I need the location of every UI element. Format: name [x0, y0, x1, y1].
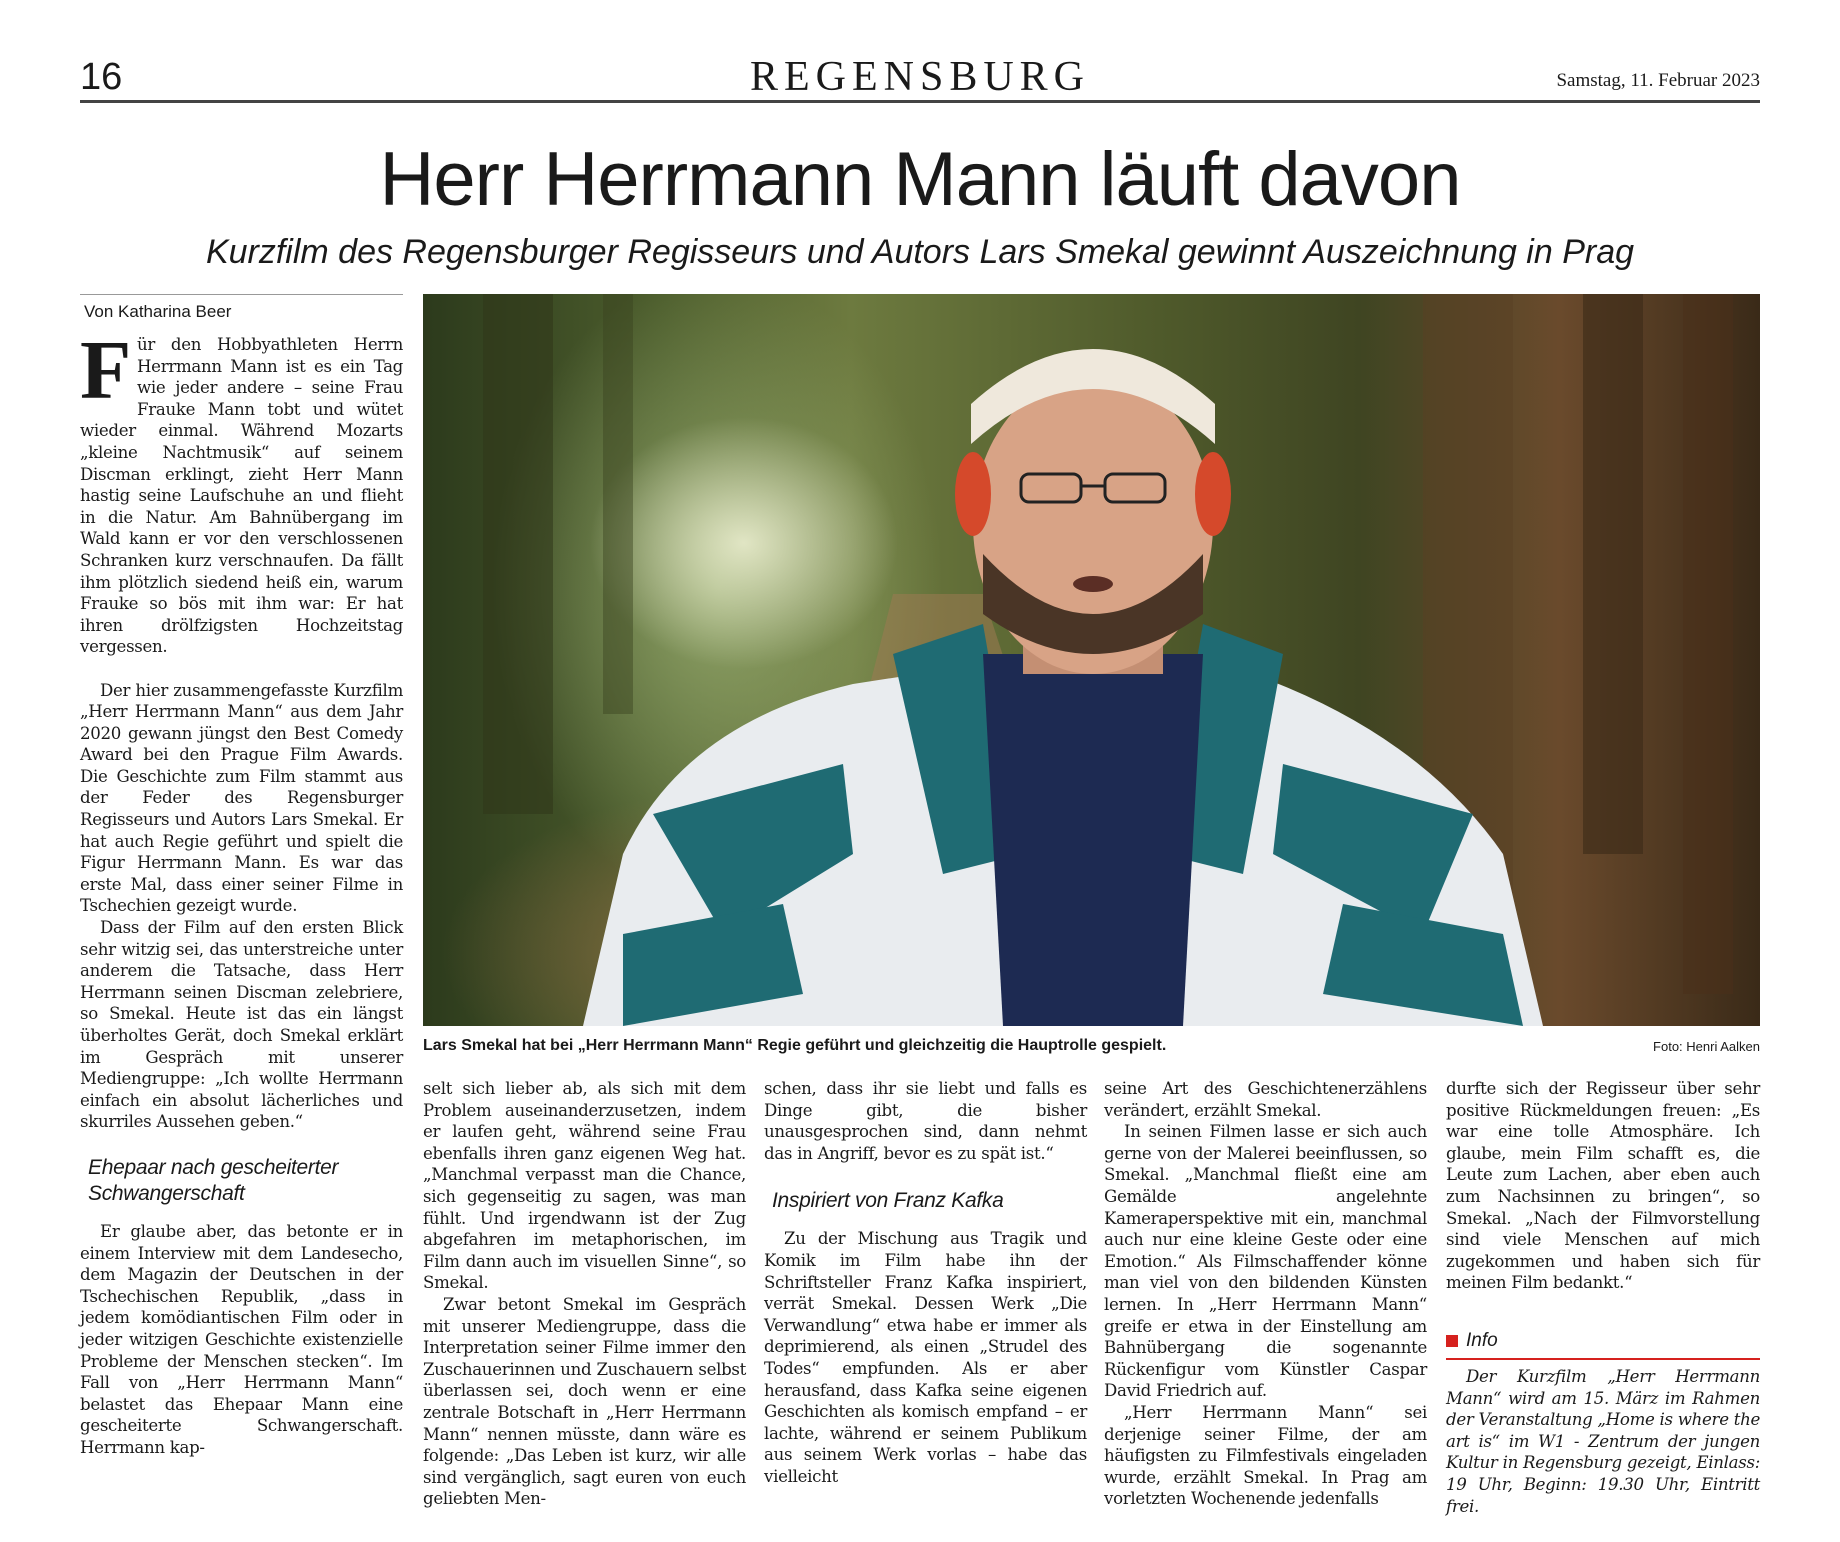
paragraph-7: In seinen Filmen lasse er sich auch gerne von der Malerei beeinflussen, so Smekal. „Manchmal fließt eine am Gemälde angelehnte Kameraperspektive mit ein, manchmal auch nur eine kleine Geste oder eine Emotion.“ Als Filmschaffender könne man viel von den bildenden Künsten lernen. In „Herr Herrmann Mann“ greife er etwa in der Einstellung am Bahnübergang die sogenannte Rückenfigur vom Künstler Caspar David Friedrich auf.: [1104, 1122, 1427, 1401]
dropcap: F: [80, 324, 132, 417]
byline: Von Katharina Beer: [84, 302, 232, 321]
lead-paragraph: [80, 324, 403, 658]
subhead-kafka: Inspiriert von Franz Kafka: [772, 1189, 1004, 1213]
headline: Herr Herrmann Mann läuft davon: [379, 137, 1461, 222]
section-name: REGENSBURG: [749, 54, 1091, 100]
issue-date: Samstag, 11. Februar 2023: [1556, 70, 1760, 91]
page-number: 16: [80, 56, 123, 98]
paragraph-6-part-2: seine Art des Geschichtenerzählens verändert, erzählt Smekal.: [1104, 1079, 1427, 1120]
lead-paragraph-text: ür den Hobbyathleten Herrn Herrmann Mann ist es ein Tag wie jeder andere – seine Frau Frauke Mann tobt und wütet wieder einmal. Während Mozarts „kleine Nachtmusik“ auf seinem Discman erklingt, zieht Herr Mann hastig seine Laufschuhe an und flieht in die Natur. Am Bahnübergang im Wald kann er vor den verschlossenen Schranken kurz verschnaufen. Da fällt ihm plötzlich siedend heiß ein, warum Frauke so bös mit ihm war: Er hat ihren drölfzigsten Hochzeitstag vergessen.: [80, 335, 403, 657]
subheadline: Kurzfilm des Regensburger Regisseurs und Autors Lars Smekal gewinnt Auszeichnung in Prag: [205, 233, 1635, 271]
paragraph-3: Dass der Film auf den ersten Blick sehr witzig sei, das unterstreiche unter anderem die Tatsache, dass Herr Herrmann seinen Discman zelebriere, so Smekal. Heute ist das ein längst überholtes Gerät, doch Smekal erklärt im Gespräch mit unserer Mediengruppe: „Ich wollte Herrmann einfach ein absolut lächerliches und skurriles Aussehen geben.“: [80, 918, 403, 1132]
subhead-ehepaar: Ehepaar nach gescheiterter Schwangerschaft: [88, 1155, 339, 1205]
paragraph-2: Der hier zusammengefasste Kurzfilm „Herr Herrmann Mann“ aus dem Jahr 2020 gewann jüngst den Best Comedy Award bei den Prague Film Awards. Die Geschichte zum Film stammt aus der Feder des Regensburger Regisseurs und Autors Lars Smekal. Er hat auch Regie geführt und spielt die Figur Herrmann Mann. Es war das erste Mal, dass einer seiner Filme in Tschechien gezeigt wurde.: [80, 680, 403, 916]
header-rule: [80, 100, 1760, 103]
paragraph-5-part-2: schen, dass ihr sie liebt und falls es Dinge gibt, die bisher unausgesprochen sind, dann nehmt das in Angriff, bevor es zu spät ist.“: [764, 1079, 1087, 1163]
article-column-4: [1104, 1078, 1427, 1510]
article-column-2: [423, 1078, 746, 1510]
info-square-icon: [1446, 1335, 1458, 1347]
paragraph-4-part-1: Er glaube aber, das betonte er in einem Interview mit dem Landesecho, dem Magazin der Deutschen in der Tschechischen Republik, „dass in jedem komödiantischen Film oder in jeder witzigen Geschichte existenzielle Probleme der Menschen stecken“. Im Fall von „Herr Herrmann Mann“ belastet das Ehepaar Mann eine gescheiterte Schwangerschaft. Herrmann kap-: [80, 1221, 403, 1457]
info-box-text: Der Kurzfilm „Herr Herrmann Mann“ wird am 15. März im Rahmen der Veranstaltung „Home is where the art is“ im W1 - Zentrum der jungen Kultur in Regensburg gezeigt, Einlass: 19 Uhr, Beginn: 19.30 Uhr, Eintritt frei.: [1446, 1367, 1760, 1516]
byline-rule: [80, 294, 403, 295]
article-column-5: [1446, 1078, 1760, 1294]
info-rule: [1446, 1358, 1760, 1360]
photo-caption: Lars Smekal hat bei „Herr Herrmann Mann“ Regie geführt und gleichzeitig die Hauptrolle gespielt.: [423, 1037, 1167, 1054]
article-column-1: [80, 324, 403, 1459]
paragraph-8-part-1: „Herr Herrmann Mann“ sei derjenige seiner Filme, der am häufigsten zu Filmfestivals eingeladen wurde, erzählt Smekal. In Prag am vorletzten Wochenende jedenfalls: [1104, 1402, 1427, 1509]
article-photo: [423, 294, 1760, 1026]
paragraph-5-part-1: Zwar betont Smekal im Gespräch mit unserer Mediengruppe, dass die Interpretation seiner Filme immer den Zuschauerinnen und Zuschauern selbst überlassen sei, doch wenn er eine zentrale Botschaft in „Herr Herrmann Mann“ nennen müsste, dann wäre es folgende: „Das Leben ist kurz, wir alle sind vergänglich, sagt euren von euch geliebten Men-: [423, 1294, 746, 1509]
paragraph-6-part-1: Zu der Mischung aus Tragik und Komik im Film habe ihn der Schriftsteller Franz Kafka inspiriert, verrät Smekal. Dessen Werk „Die Verwandlung“ etwa habe er immer als deprimierend, als einen „Strudel des Todes“ empfunden. Als er aber herausfand, dass Kafka seine eigenen Geschichten als komisch empfand – er lachte, während er seinem Publikum aus seinem Werk vorlas – habe das vielleicht: [764, 1229, 1087, 1486]
info-label: Info: [1466, 1330, 1498, 1351]
info-box-heading: [1446, 1328, 1498, 1354]
photo-credit: Foto: Henri Aalken: [1653, 1039, 1760, 1054]
paragraph-4-part-2: selt sich lieber ab, als sich mit dem Problem auseinanderzusetzen, indem er laufen geht, während seine Frau ebenfalls ihren ganz eigenen Weg hat. „Manchmal verpasst man die Chance, sich gegenseitig zu sagen, was man fühlt. Und irgendwann ist der Zug abgefahren im metaphorischen, im Film dann auch im visuellen Sinne“, so Smekal.: [423, 1079, 746, 1293]
paragraph-8-part-2: durfte sich der Regisseur über sehr positive Rückmeldungen freuen: „Es war eine tolle Atmosphäre. Ich glaube, mein Film schafft es, die Leute zum Lachen, aber eben auch zum Nachsinnen zu bringen“, so Smekal. „Nach der Filmvorstellung sind viele Menschen auf mich zugekommen und haben sich für meinen Film bedankt.“: [1446, 1079, 1760, 1293]
article-column-3: [764, 1078, 1087, 1488]
photo-illustration: [423, 294, 1760, 1026]
